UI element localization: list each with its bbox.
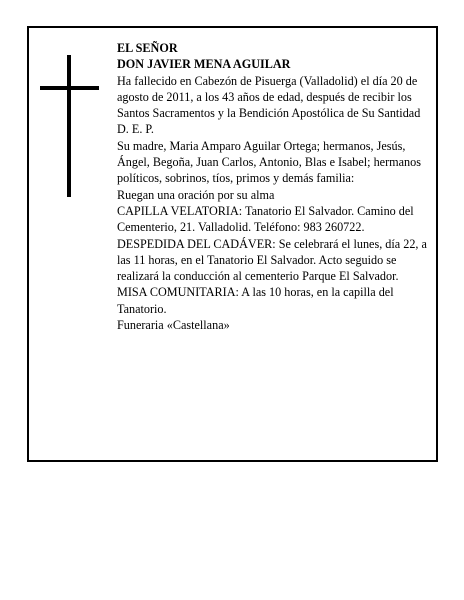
family-list: Su madre, Maria Amparo Aguilar Ortega; hermanos, Jesús, Ángel, Begoña, Juan Carlos, Antonio, Blas e Isabel; hermanos políticos, sobrinos, tíos, primos y demás familia: <box>117 138 421 186</box>
obituary-notice <box>27 26 438 462</box>
community-mass-info: MISA COMUNITARIA: A las 10 horas, en la capilla del Tanatorio. <box>117 285 394 316</box>
funeral-chapel-info: CAPILLA VELATORIA: Tanatorio El Salvador. Camino del Cementerio, 21. Valladolid. Teléfono: 983 260722. <box>117 203 414 235</box>
rest-in-peace: D. E. P. <box>117 122 154 137</box>
cross-vertical-bar <box>67 55 71 197</box>
farewell-info: DESPEDIDA DEL CADÁVER: Se celebrará el lunes, día 22, a las 11 horas, en el Tanatorio El Salvador. Acto seguido se realizará la conducción al cementerio Parque El Salvador. <box>117 236 427 284</box>
notice-body <box>117 40 435 333</box>
cross-horizontal-bar <box>40 86 99 90</box>
notice-heading-title: EL SEÑOR <box>117 41 178 55</box>
funeral-home: Funeraria «Castellana» <box>117 318 230 333</box>
deceased-name: DON JAVIER MENA AGUILAR <box>117 57 291 72</box>
death-announcement: Ha fallecido en Cabezón de Pisuerga (Valladolid) el día 20 de agosto de 2011, a los 43 años de edad, después de recibir los Santos Sacramentos y la Bendición Apostólica de Su Santidad <box>117 73 421 121</box>
prayer-request: Ruegan una oración por su alma <box>117 187 275 202</box>
